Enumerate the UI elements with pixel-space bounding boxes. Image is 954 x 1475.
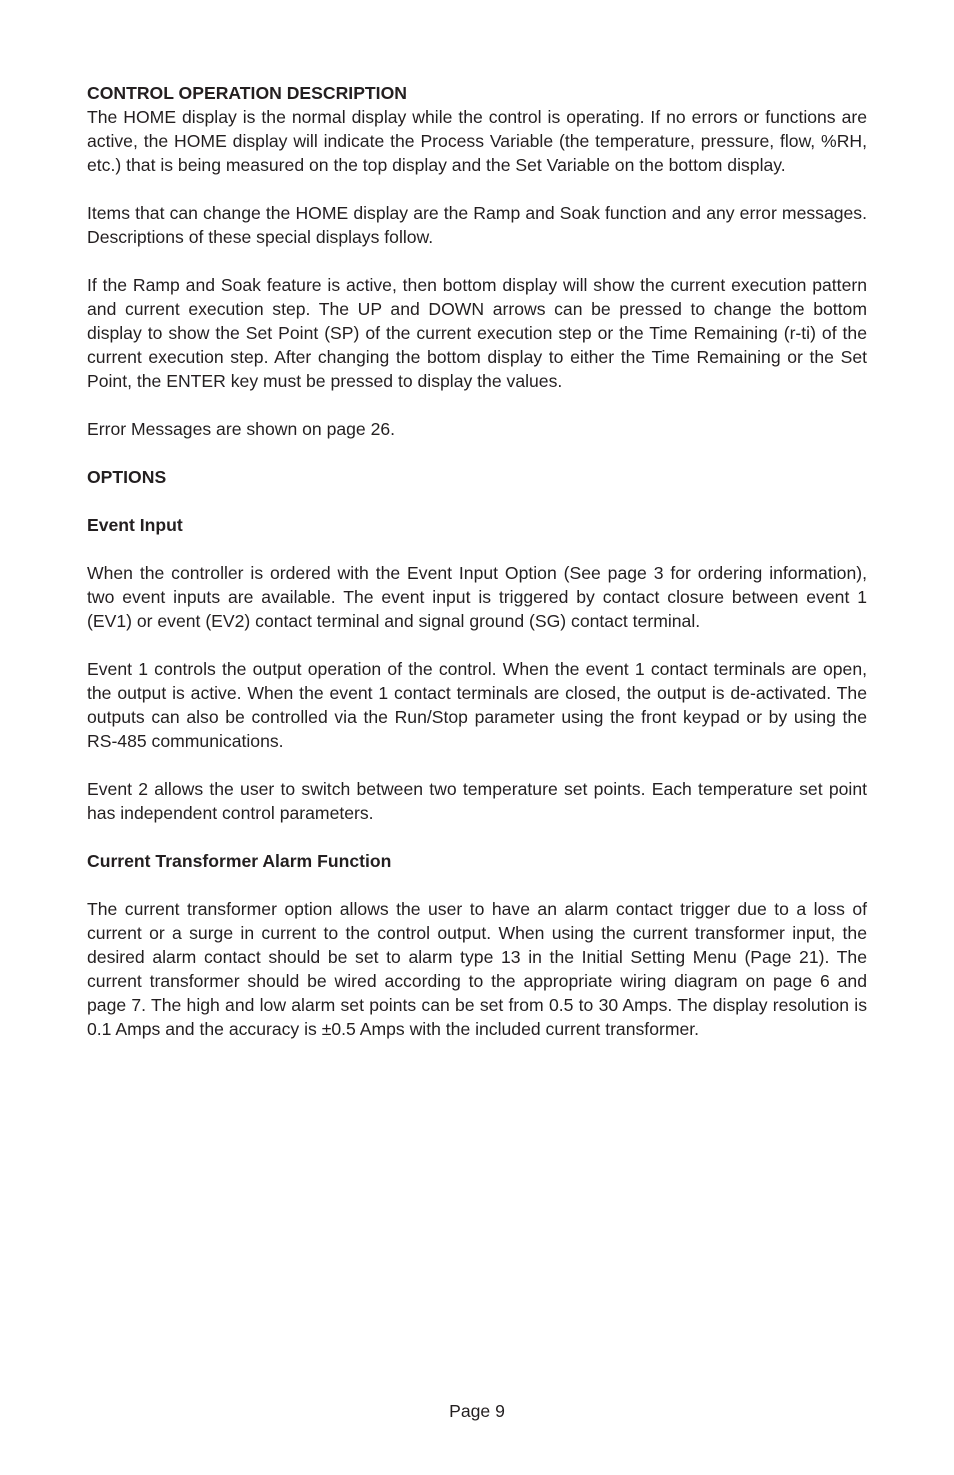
event-input-paragraph-3: Event 2 allows the user to switch between two temperature set points. Each temperature set point has independent control parameters. (87, 779, 867, 823)
current-transformer-paragraph-1: The current transformer option allows the user to have an alarm contact trigger due to a loss of current or a surge in current to the control output. When using the current transformer input, the desired alarm contact should be set to alarm type 13 in the Initial Setting Menu (Page 21). The current transformer should be wired according to the appropriate wiring diagram on page 6 and page 7. The high and low alarm set points can be set from 0.5 to 30 Amps. The display resolution is 0.1 Amps and the accuracy is ±0.5 Amps with the included current transformer. (87, 899, 867, 1039)
page-number: Page 9 (449, 1401, 505, 1421)
control-operation-paragraph-1: The HOME display is the normal display while the control is operating. If no errors or functions are active, the HOME display will indicate the Process Variable (the temperature, pressure, flow, %RH, etc.) that is being measured on the top display and the Set Variable on the bottom display. (87, 107, 867, 175)
control-operation-paragraph-3: If the Ramp and Soak feature is active, then bottom display will show the current execution pattern and current execution step. The UP and DOWN arrows can be pressed to change the bottom display to show the Set Point (SP) of the current execution step or the Time Remaining (r-ti) of the current execution step. After changing the bottom display to either the Time Remaining or the Set Point, the ENTER key must be pressed to display the values. (87, 275, 867, 391)
control-operation-paragraph-2: Items that can change the HOME display are the Ramp and Soak function and any error messages. Descriptions of these special displays follow. (87, 203, 867, 247)
document-body (87, 81, 867, 1041)
control-operation-heading: CONTROL OPERATION DESCRIPTION (87, 83, 407, 103)
current-transformer-heading: Current Transformer Alarm Function (87, 851, 392, 871)
control-operation-paragraph-4: Error Messages are shown on page 26. (87, 419, 396, 439)
event-input-heading: Event Input (87, 515, 183, 535)
event-input-paragraph-2: Event 1 controls the output operation of the control. When the event 1 contact terminals are open, the output is active. When the event 1 contact terminals are closed, the output is de-activated. The outputs can also be controlled via the Run/Stop parameter using the front keypad or by using the RS-485 communications. (87, 659, 867, 751)
event-input-paragraph-1: When the controller is ordered with the Event Input Option (See page 3 for ordering information), two event inputs are available. The event input is triggered by contact closure between event 1 (EV1) or event (EV2) contact terminal and signal ground (SG) contact terminal. (87, 563, 867, 631)
options-heading: OPTIONS (87, 467, 167, 487)
